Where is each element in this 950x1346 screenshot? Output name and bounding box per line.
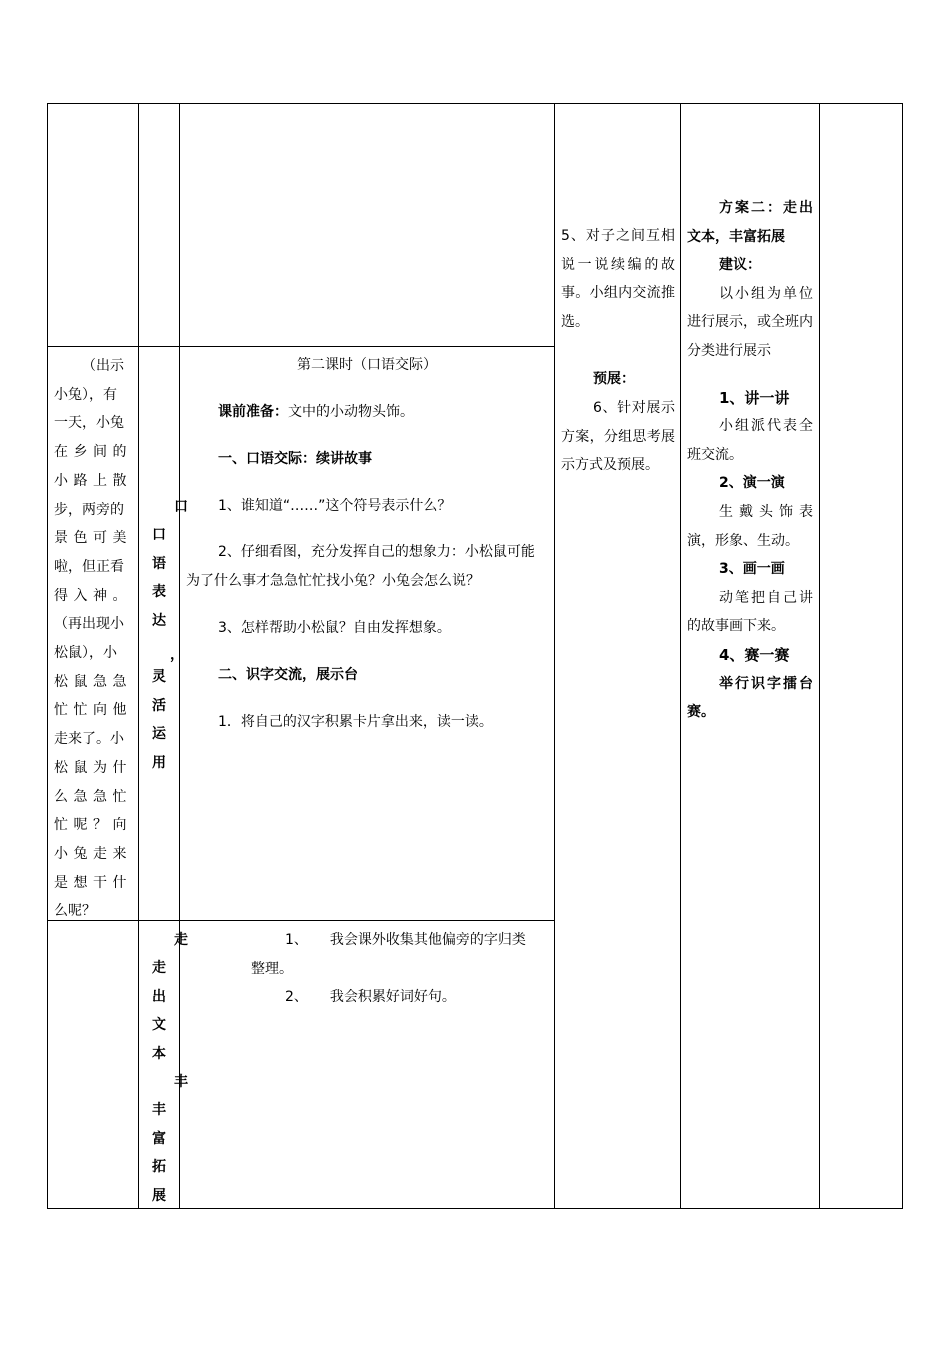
table-right-border — [902, 103, 903, 1209]
column-divider-4 — [680, 103, 681, 1209]
activity-step-5 — [561, 222, 675, 336]
story-line: 一天，小兔 — [54, 415, 124, 432]
question-4: 1．将自己的汉字积累卡片拿出来，读一读。 — [218, 714, 493, 730]
step-act-text: 生戴头饰表演，形象、生动。 — [687, 503, 813, 549]
activity-step-6-text: 6、针对展示方案，分组思考展示方式及预展。 — [561, 400, 675, 474]
step-tell-text: 小组派代表全班交流。 — [687, 418, 813, 463]
section-char: 活 — [152, 697, 166, 714]
section-char: 表 — [152, 584, 166, 600]
plan-two — [687, 194, 813, 727]
story-line: 松鼠急急 — [54, 673, 132, 690]
story-line: 松鼠为什 — [54, 759, 132, 776]
question-2 — [186, 538, 548, 595]
section-char: 本 — [152, 1045, 166, 1062]
heading-oral-communication: 一、口语交际：续讲故事 — [218, 451, 372, 467]
extension-item-2 — [251, 983, 551, 1012]
story-line: 走来了。小 — [54, 731, 124, 748]
section-char: 拓 — [152, 1159, 166, 1175]
section-char: 灵 — [152, 669, 166, 685]
section-char: 口 — [152, 527, 166, 543]
column-divider-1 — [138, 103, 139, 1209]
step-draw: 3、画一画 — [719, 561, 785, 578]
activity-step-6 — [561, 394, 675, 480]
story-line: 在乡间的 — [54, 444, 132, 461]
story-line: 景色可美 — [54, 530, 132, 547]
story-line: 得入神。 — [54, 587, 132, 604]
extension-item-2-text: 我会积累好词好句。 — [329, 989, 456, 1005]
prep-label: 课前准备： — [218, 404, 288, 420]
suggestion-text: 以小组为单位进行展示，或全班内分类进行展示 — [687, 285, 813, 359]
story-line: 小兔），有 — [54, 386, 117, 403]
section-overflow-char: ， — [170, 647, 184, 663]
question-3: 3、怎样帮助小松鼠？自由发挥想象。 — [218, 620, 451, 636]
story-line: 步，两旁的 — [54, 501, 124, 518]
story-line: （再出现小 — [54, 616, 124, 633]
story-line: 么急急忙 — [54, 788, 132, 805]
story-line: 忙忙向他 — [54, 702, 132, 719]
prep-text: 文中的小动物头饰。 — [288, 404, 414, 420]
plan-two-title: 方案二：走出文本，丰富拓展 — [687, 200, 813, 245]
activity-step-5-text: 5、对子之间互相说一说续编的故事。小组内交流推选。 — [561, 228, 675, 330]
story-line: 小路上散 — [54, 472, 132, 489]
section-char: 出 — [152, 988, 166, 1005]
extension-item-1 — [251, 926, 551, 983]
column-divider-5 — [819, 103, 820, 1209]
section-char: 走 — [152, 960, 166, 976]
story-line: 忙呢？向 — [54, 817, 132, 834]
section-label-beyond-text — [148, 954, 170, 1210]
section-char: 富 — [152, 1130, 166, 1147]
step-act: 2、演一演 — [719, 475, 785, 492]
step-compete-text: 举行识字擂台赛。 — [687, 675, 813, 721]
suggestion-label: 建议： — [719, 257, 761, 274]
step-compete: 4、赛一赛 — [719, 645, 790, 664]
table-left-border — [47, 103, 48, 1209]
lesson-prep — [218, 398, 548, 427]
story-line: 是想干什 — [54, 874, 132, 891]
question-2-text: 2、仔细看图，充分发挥自己的想象力：小松鼠可能为了什么事才急急忙忙找小兔？小兔会怎么说？ — [186, 544, 535, 589]
section-char: 用 — [152, 754, 166, 771]
step-tell: 1、讲一讲 — [719, 388, 790, 407]
story-line: 啦，但正看 — [54, 558, 124, 575]
section-char: 语 — [152, 555, 166, 572]
extension-item-2-number: 2、 — [285, 989, 308, 1005]
column-divider-3 — [554, 103, 555, 1209]
question-1: 1、谁知道“……”这个符号表示什么？ — [218, 498, 452, 514]
section-overflow-char: 口 — [174, 499, 188, 515]
preview-label: 预展： — [593, 371, 635, 387]
table-top-border — [47, 103, 903, 104]
story-line: （出示 — [82, 358, 124, 374]
story-line: 松鼠），小 — [54, 645, 117, 662]
section-char: 达 — [152, 612, 166, 629]
table-bottom-border — [47, 1208, 903, 1209]
step-draw-text: 动笔把自己讲的故事画下来。 — [687, 589, 813, 635]
heading-literacy-exchange: 二、识字交流，展示台 — [218, 667, 358, 683]
section-char: 丰 — [152, 1102, 166, 1118]
extension-item-1-continued: 整理。 — [251, 960, 293, 977]
section-char: 运 — [152, 726, 166, 742]
story-line: 么呢？ — [54, 903, 96, 920]
section-overflow-char: 丰 — [174, 1074, 188, 1090]
row-divider-1 — [47, 346, 555, 347]
story-line: 小兔走来 — [54, 845, 132, 862]
extension-item-1-text: 我会课外收集其他偏旁的字归类 — [329, 932, 526, 948]
section-overflow-char: 走 — [174, 932, 188, 948]
section-char: 文 — [152, 1017, 166, 1033]
lesson-title: 第二课时（口语交际） — [297, 357, 437, 373]
section-char: 展 — [152, 1187, 166, 1204]
story-narration — [54, 352, 134, 926]
extension-item-1-number: 1、 — [285, 932, 308, 948]
